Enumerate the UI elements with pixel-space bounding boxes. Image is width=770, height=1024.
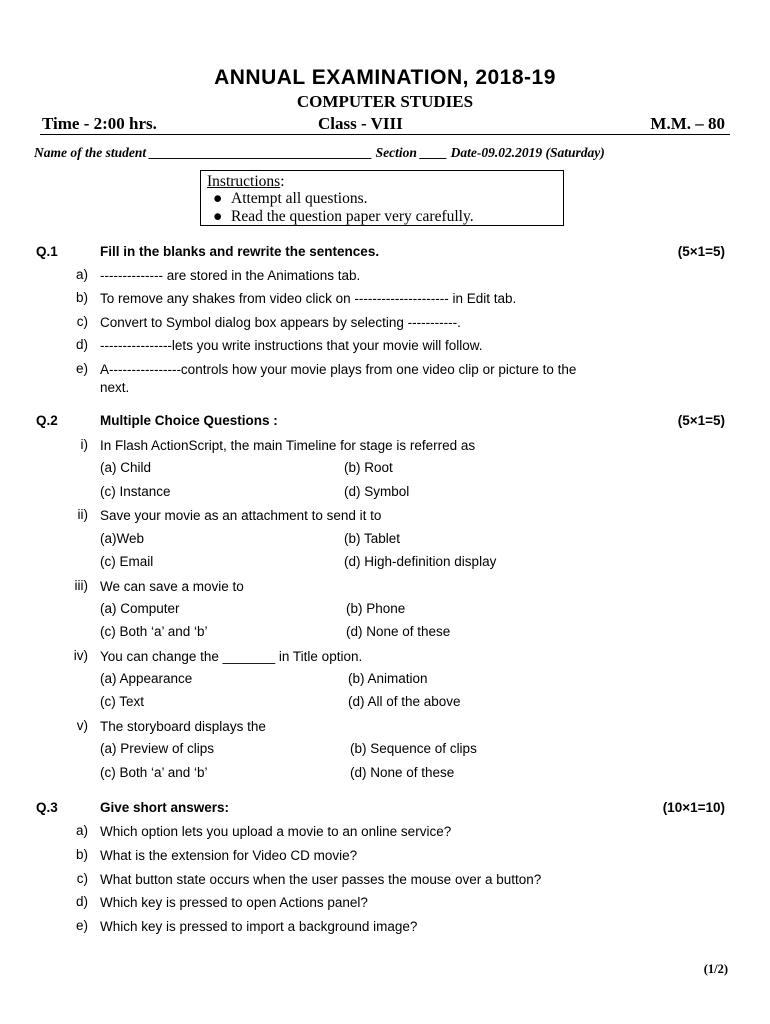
q2-item-text: In Flash ActionScript, the main Timeline for stage is referred as <box>100 438 476 453</box>
bullet-icon: ● <box>213 190 223 207</box>
option: (b) Root <box>344 460 393 475</box>
instructions-heading <box>207 173 285 191</box>
q2-heading: Multiple Choice Questions : <box>100 413 278 428</box>
q3-item-text: Which key is pressed to import a background image? <box>100 919 418 934</box>
item-marker: v) <box>76 718 88 733</box>
bullet-icon: ● <box>213 208 223 225</box>
instruction-item <box>213 208 474 226</box>
item-marker: b) <box>75 290 88 305</box>
q3-heading: Give short answers: <box>100 800 230 815</box>
student-details-line: Name of the student _________________________________ Section ____ Date-09.02.2019 (Saturday) <box>34 145 605 160</box>
option: (d) Symbol <box>344 484 410 499</box>
q3-item-text: Which option lets you upload a movie to an online service? <box>100 824 452 839</box>
item-marker: c) <box>76 314 88 329</box>
exam-class: Class - VIII <box>318 114 403 133</box>
q3-item-text: What is the extension for Video CD movie? <box>100 848 358 863</box>
option: (c) Text <box>100 694 145 709</box>
instruction-text: Read the question paper very carefully. <box>231 208 474 225</box>
item-marker: i) <box>80 437 88 452</box>
option: (a)Web <box>100 531 145 546</box>
option: (b) Tablet <box>344 531 401 546</box>
q2-label: Q.2 <box>36 413 58 428</box>
subject-title: COMPUTER STUDIES <box>296 92 474 111</box>
q1-marks: (5×1=5) <box>677 244 725 259</box>
option: (b) Animation <box>348 671 428 686</box>
header-divider <box>40 134 730 135</box>
page-number: (1/2) <box>703 962 728 976</box>
q1-item-text: -------------- are stored in the Animations tab. <box>100 268 361 283</box>
q1-heading: Fill in the blanks and rewrite the sentences. <box>100 244 380 259</box>
instructions-colon: : <box>280 173 285 190</box>
q3-label: Q.3 <box>36 800 58 815</box>
option: (c) Both ‘a’ and ‘b’ <box>100 624 208 639</box>
item-marker: iv) <box>73 648 88 663</box>
q1-item-text: A----------------controls how your movie plays from one video clip or picture to the next. <box>100 362 577 395</box>
item-marker: d) <box>75 337 88 352</box>
instructions-box <box>200 170 564 226</box>
q1-item-text: Convert to Symbol dialog box appears by selecting -----------. <box>100 315 461 330</box>
instruction-text: Attempt all questions. <box>231 190 368 207</box>
option: (b) Sequence of clips <box>350 741 477 756</box>
q2-item-text: We can save a movie to <box>100 579 244 594</box>
option: (c) Email <box>100 554 154 569</box>
q2-marks: (5×1=5) <box>677 413 725 428</box>
option: (c) Instance <box>100 484 171 499</box>
item-marker: c) <box>76 871 88 886</box>
exam-time: Time - 2:00 hrs. <box>42 114 157 133</box>
option: (a) Computer <box>100 601 180 616</box>
option: (d) None of these <box>346 624 451 639</box>
option: (a) Child <box>100 460 152 475</box>
exam-title: ANNUAL EXAMINATION, 2018-19 <box>214 66 556 89</box>
item-marker: e) <box>75 361 88 376</box>
option: (a) Appearance <box>100 671 193 686</box>
q2-item-text: Save your movie as an attachment to send it to <box>100 508 382 523</box>
option: (b) Phone <box>346 601 406 616</box>
item-marker: iii) <box>74 578 88 593</box>
q1-item-text: To remove any shakes from video click on --------------------- in Edit tab. <box>100 291 517 306</box>
instruction-item <box>213 190 368 208</box>
item-marker: a) <box>75 267 88 282</box>
q2-item-text: You can change the _______ in Title option. <box>100 649 363 664</box>
q3-item-text: Which key is pressed to open Actions panel? <box>100 895 368 910</box>
q3-marks: (10×1=10) <box>662 800 725 815</box>
instructions-heading-text: Instructions <box>207 173 281 190</box>
q1-item-text: ----------------lets you write instructions that your movie will follow. <box>100 338 483 353</box>
q3-item-text: What button state occurs when the user passes the mouse over a button? <box>100 872 542 887</box>
option: (d) High-definition display <box>344 554 497 569</box>
option: (c) Both ‘a’ and ‘b’ <box>100 765 208 780</box>
option: (d) None of these <box>350 765 455 780</box>
q1-label: Q.1 <box>36 244 58 259</box>
max-marks: M.M. – 80 <box>650 114 725 133</box>
option: (a) Preview of clips <box>100 741 215 756</box>
item-marker: e) <box>75 918 88 933</box>
item-marker: a) <box>75 823 88 838</box>
q2-item-text: The storyboard displays the <box>100 719 266 734</box>
option: (d) All of the above <box>348 694 461 709</box>
item-marker: d) <box>75 894 88 909</box>
item-marker: ii) <box>77 507 88 522</box>
item-marker: b) <box>75 847 88 862</box>
